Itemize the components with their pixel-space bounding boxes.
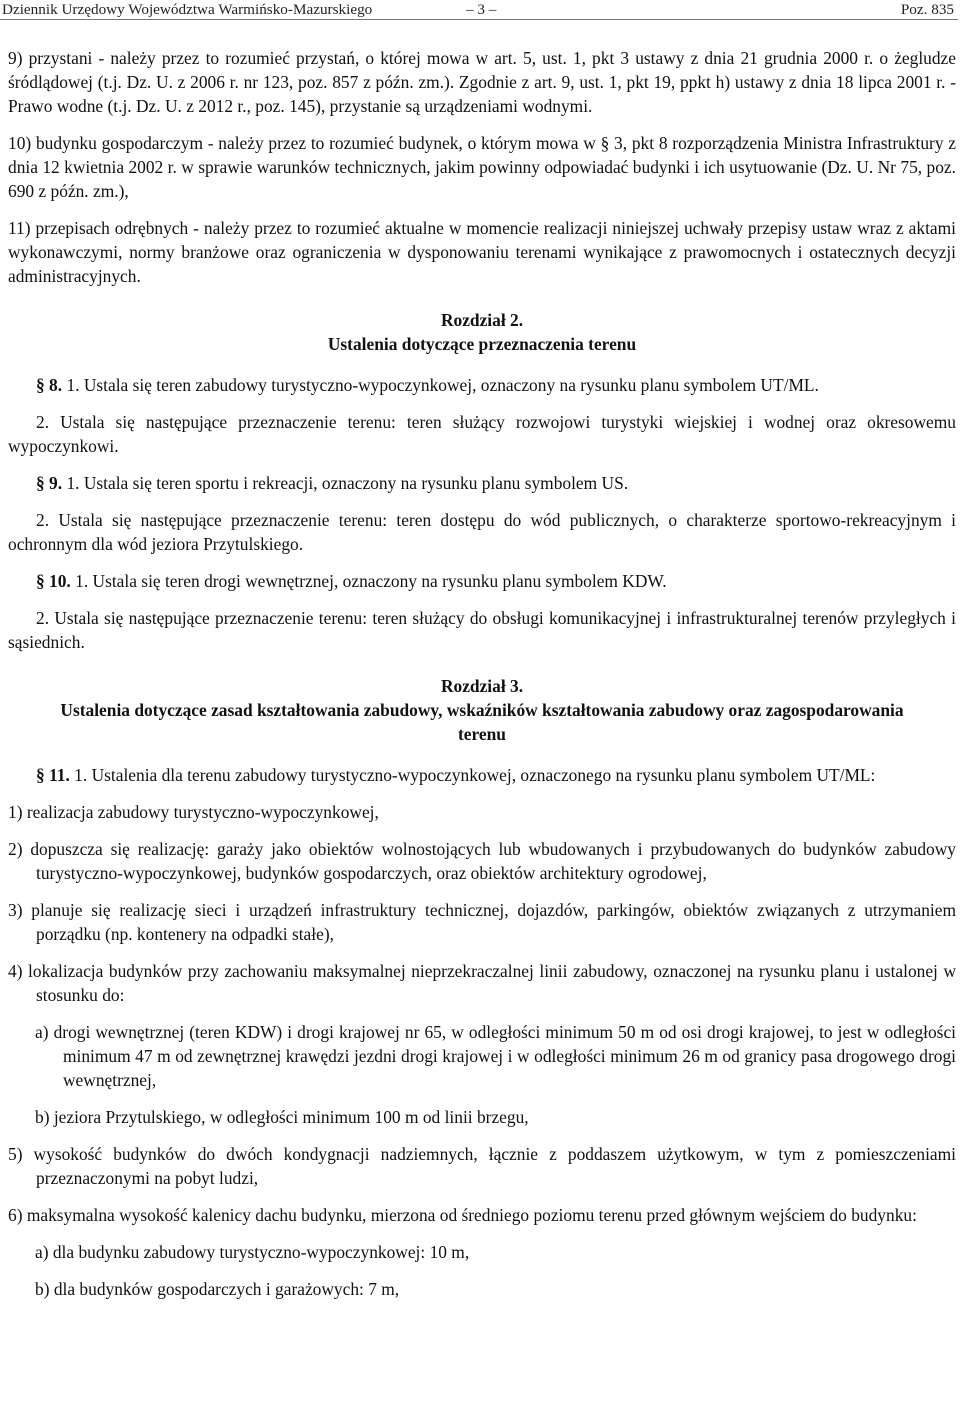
section-8-paragraph-1: § 8. 1. Ustala się teren zabudowy turystyczno-wypoczynkowej, oznaczony na rysunku planu symbolem UT/ML. — [36, 375, 819, 395]
list-item: 5) wysokość budynków do dwóch kondygnacji nadziemnych, łącznie z poddaszem użytkowym, w tym z pomieszczeniami przeznaczonymi na pobyt ludzi, — [8, 1144, 956, 1188]
journal-title: Dziennik Urzędowy Województwa Warmińsko-Mazurskiego — [2, 1, 373, 18]
list-item: 1) realizacja zabudowy turystyczno-wypoczynkowej, — [8, 802, 379, 822]
section-10-number: § 10. — [36, 571, 71, 591]
section-9-number: § 9. — [36, 473, 63, 493]
page-number: – 3 – — [466, 1, 497, 18]
chapter-2-title: Ustalenia dotyczące przeznaczenia terenu — [327, 334, 637, 354]
list-subitem: b) dla budynków gospodarczych i garażowych: 7 m, — [35, 1279, 400, 1299]
list-subitem: b) jeziora Przytulskiego, w odległości minimum 100 m od linii brzegu, — [35, 1107, 529, 1127]
chapter-3-heading: Rozdział 3. — [440, 676, 524, 696]
section-9-paragraph-1: § 9. 1. Ustala się teren sportu i rekreacji, oznaczony na rysunku planu symbolem US. — [36, 473, 629, 493]
list-item: 4) lokalizacja budynków przy zachowaniu maksymalnej nieprzekraczalnej linii zabudowy, oznaczonej na rysunku planu i ustalonej w stosunku do: — [8, 961, 956, 1005]
definition-10: 10) budynku gospodarczym - należy przez to rozumieć budynek, o którym mowa w § 3, pkt 8 rozporządzenia Ministra Infrastruktury z dnia 12 kwietnia 2002 r. w sprawie warunków technicznych, jakim powinny odpowiadać budynki i ich usytuowanie (Dz. U. Nr 75, poz. 690 z późn. zm.), — [8, 133, 956, 201]
section-11-number: § 11. — [36, 765, 70, 785]
section-9-paragraph-2: 2. Ustala się następujące przeznaczenie terenu: teren dostępu do wód publicznych, o charakterze sportowo-rekreacyjnym i ochronnym dla wód jeziora Przytulskiego. — [8, 510, 956, 554]
document-body — [8, 46, 956, 1301]
section-8-number: § 8. — [36, 375, 63, 395]
chapter-2-heading: Rozdział 2. — [440, 310, 524, 330]
page-header — [0, 0, 958, 20]
definition-9: 9) przystani - należy przez to rozumieć przystań, o której mowa w art. 5, ust. 1, pkt 3 ustawy z dnia 21 grudnia 2000 r. o żegludze śródlądowej (t.j. Dz. U. z 2006 r. nr 123, poz. 857 z późn. zm.). Zgodnie z art. 9, ust. 1, pkt 19, ppkt h) ustawy z dnia 18 lipca 2001 r. - Prawo wodne (t.j. Dz. U. z 2012 r., poz. 145), przystanie są urządzeniami wodnymi. — [8, 48, 956, 116]
definition-11: 11) przepisach odrębnych - należy przez to rozumieć aktualne w momencie realizacji niniejszej uchwały przepisy ustaw wraz z aktami wykonawczymi, normy branżowe oraz ograniczenia w dysponowaniu terenami wynikające z prawomocnych i ostatecznych decyzji administracyjnych. — [8, 218, 956, 286]
list-subitem: a) drogi wewnętrznej (teren KDW) i drogi krajowej nr 65, w odległości minimum 50 m od osi drogi krajowej, to jest w odległości minimum 47 m od zewnętrznej krawędzi jezdni drogi krajowej i w odległości minimum 26 m od granicy pasa drogowego drogi wewnętrznej, — [35, 1022, 956, 1090]
list-subitem: a) dla budynku zabudowy turystyczno-wypoczynkowej: 10 m, — [35, 1242, 470, 1262]
section-11-paragraph-1: § 11. 1. Ustalenia dla terenu zabudowy turystyczno-wypoczynkowej, oznaczonego na rysunku planu symbolem UT/ML: — [36, 765, 876, 785]
section-10-paragraph-2: 2. Ustala się następujące przeznaczenie terenu: teren służący do obsługi komunikacyjnej i infrastrukturalnej terenów przyległych i sąsiednich. — [8, 608, 956, 652]
list-item: 3) planuje się realizację sieci i urządzeń infrastruktury technicznej, dojazdów, parkingów, obiektów związanych z utrzymaniem porządku (np. kontenery na odpadki stałe), — [8, 900, 956, 944]
section-10-paragraph-1: § 10. 1. Ustala się teren drogi wewnętrznej, oznaczony na rysunku planu symbolem KDW. — [36, 571, 667, 591]
section-8-paragraph-2: 2. Ustala się następujące przeznaczenie terenu: teren służący rozwojowi turystyki wiejskiej i wodnej oraz okresowemu wypoczynkowi. — [8, 412, 956, 456]
chapter-3-title: Ustalenia dotyczące zasad kształtowania zabudowy, wskaźników kształtowania zabudowy oraz zagospodarowania terenu — [60, 700, 904, 744]
list-item: 2) dopuszcza się realizację: garaży jako obiektów wolnostojących lub wbudowanych i przybudowanych do budynków zabudowy turystyczno-wypoczynkowej, budynków gospodarczych, oraz obiektów architektury ogrodowej, — [8, 839, 956, 883]
position-number: Poz. 835 — [900, 1, 954, 18]
list-item: 6) maksymalna wysokość kalenicy dachu budynku, mierzona od średniego poziomu terenu przed głównym wejściem do budynku: — [8, 1205, 917, 1225]
